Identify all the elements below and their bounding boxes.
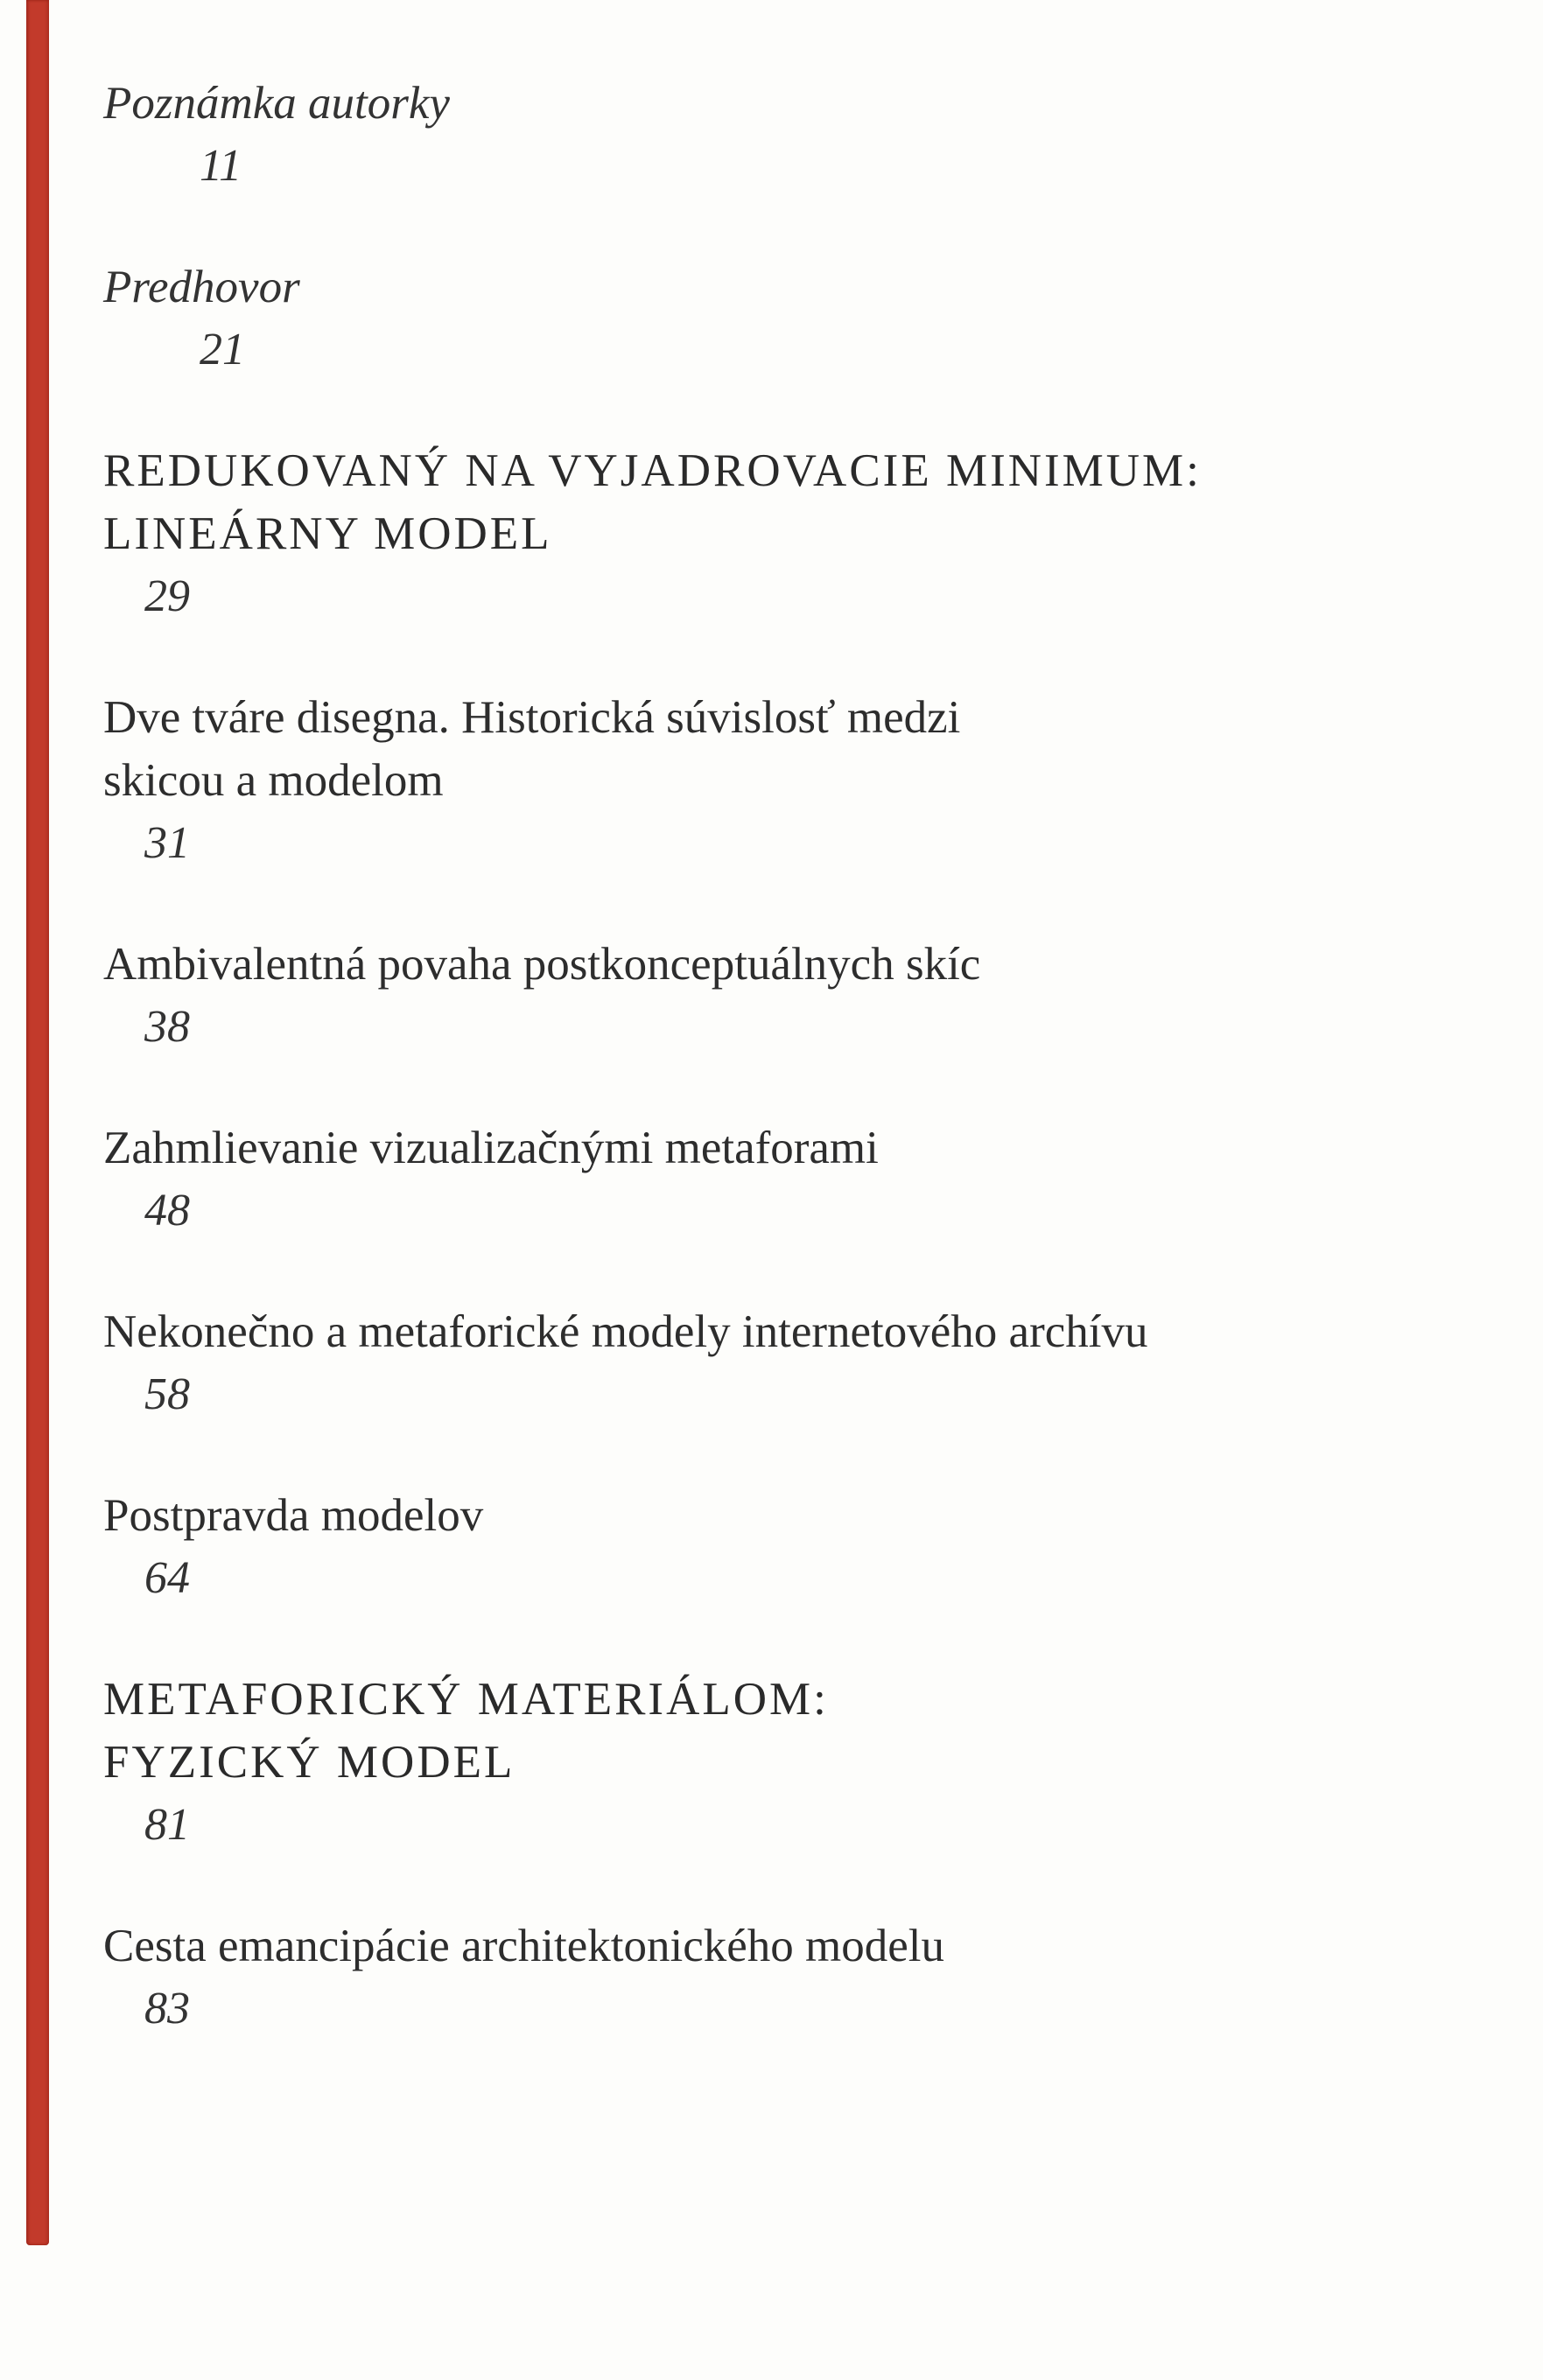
toc-entry — [103, 686, 1490, 875]
toc-entry-page-number: 11 — [200, 141, 242, 191]
toc-entry-title-line: skicou a modelom — [103, 755, 444, 806]
toc-entry — [103, 1914, 1490, 2040]
toc-entry-title-line: Zahmlievanie vizualizačnými metaforami — [103, 1123, 879, 1173]
toc-entry-title-line: LINEÁRNY MODEL — [103, 508, 552, 559]
toc-entry-page-number: 38 — [144, 1002, 190, 1052]
toc-entry-title-line: Postpravda modelov — [103, 1490, 484, 1541]
toc-entry-page-number: 21 — [200, 325, 245, 374]
toc-entry-page-number: 29 — [144, 571, 190, 621]
toc-entry-page-number: 48 — [144, 1186, 190, 1236]
toc-entry-page-number: 31 — [144, 818, 190, 868]
toc-entry-title-line: Predhovor — [103, 262, 300, 312]
toc-entry-title-line: Poznámka autorky — [103, 78, 450, 129]
toc-entry — [103, 439, 1490, 628]
toc-entry — [103, 1668, 1490, 1857]
toc-entry — [103, 72, 1490, 198]
toc-entry-page-number: 64 — [144, 1553, 190, 1603]
toc-entry-page-number: 83 — [144, 1984, 190, 2034]
toc-entry-page-number: 58 — [144, 1369, 190, 1419]
toc-entry — [103, 1300, 1490, 1426]
toc-entry-title-line: Nekonečno a metaforické modely internetového archívu — [103, 1306, 1148, 1357]
toc-entry — [103, 1116, 1490, 1242]
toc-entry-title-line: METAFORICKÝ MATERIÁLOM: — [103, 1674, 829, 1725]
toc-entry-title-line: Ambivalentná povaha postkonceptuálnych skíc — [103, 939, 981, 990]
toc-entry — [103, 256, 1490, 382]
toc-entry-title-line: Cesta emancipácie architektonického modelu — [103, 1921, 944, 1971]
toc-entry-title-line: REDUKOVANÝ NA VYJADROVACIE MINIMUM: — [103, 445, 1202, 496]
toc-entry — [103, 933, 1490, 1059]
toc-entry — [103, 1484, 1490, 1610]
toc-entry-title-line: FYZICKÝ MODEL — [103, 1737, 516, 1788]
toc-entry-page-number: 81 — [144, 1800, 190, 1850]
toc-entry-title-line: Dve tváre disegna. Historická súvislosť medzi — [103, 692, 961, 743]
